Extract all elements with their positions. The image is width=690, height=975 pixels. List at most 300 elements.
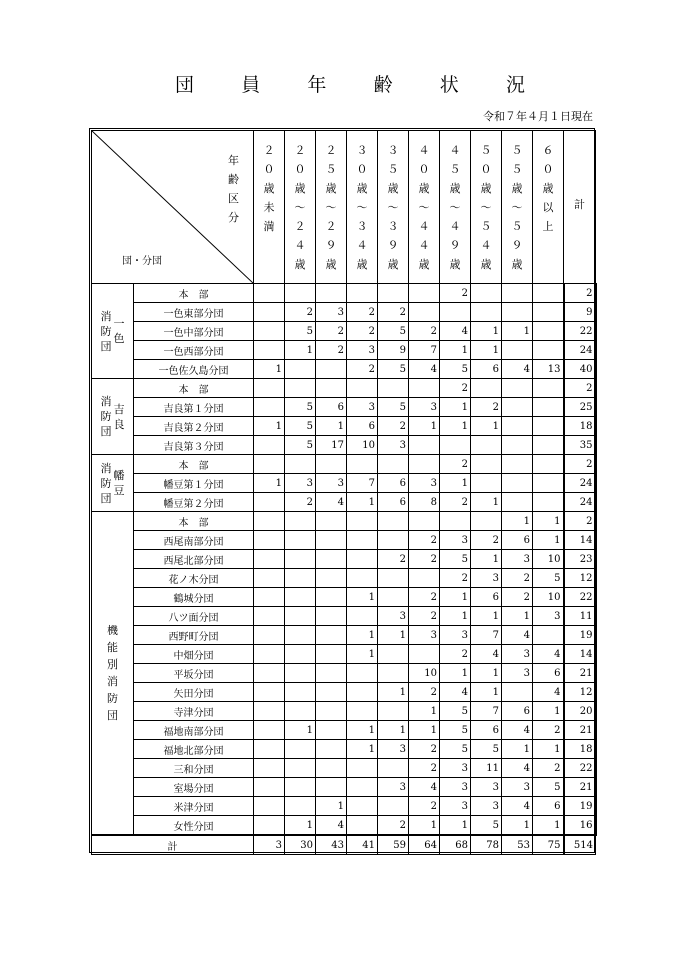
count-cell: 1 (533, 512, 564, 531)
count-cell (316, 455, 347, 474)
title-char: 状 (439, 74, 459, 96)
age-column-header (533, 131, 564, 284)
count-cell: 5 (533, 778, 564, 797)
unit-name-cell: 三和分団 (134, 759, 254, 778)
count-cell (409, 303, 440, 322)
count-cell: 1 (533, 531, 564, 550)
unit-name-cell: 福地南部分団 (134, 721, 254, 740)
count-cell: 1 (254, 360, 285, 379)
count-cell (254, 284, 285, 303)
age-column-char: ～ (449, 201, 461, 214)
count-cell (409, 436, 440, 455)
count-cell: 1 (440, 664, 471, 683)
count-cell (347, 512, 378, 531)
count-cell (378, 797, 409, 816)
count-cell (502, 683, 533, 702)
count-cell: 2 (533, 759, 564, 778)
unit-name-cell: 矢田分団 (134, 683, 254, 702)
age-column-char: ２ (294, 220, 306, 233)
count-cell (316, 588, 347, 607)
count-cell (254, 721, 285, 740)
count-cell (533, 303, 564, 322)
count-cell (254, 778, 285, 797)
count-cell (409, 645, 440, 664)
count-cell (285, 360, 316, 379)
age-column-char: 歳 (294, 258, 306, 271)
group-label-char: 良 (113, 417, 125, 431)
count-cell: 4 (409, 778, 440, 797)
age-column-char: 歳 (449, 258, 461, 271)
unit-name-cell: 本 部 (134, 379, 254, 398)
count-cell (285, 683, 316, 702)
age-column-label (471, 131, 501, 274)
count-cell: 2 (409, 740, 440, 759)
count-cell: 1 (254, 417, 285, 436)
count-cell: 1 (285, 341, 316, 360)
count-cell (471, 436, 502, 455)
age-column-char: ０ (418, 163, 430, 176)
row-total-cell: 18 (564, 740, 596, 759)
unit-name-cell: 鶴城分団 (134, 588, 254, 607)
count-cell (254, 569, 285, 588)
unit-name-cell: 寺津分団 (134, 702, 254, 721)
count-cell (254, 816, 285, 836)
age-column-char: ３ (356, 144, 368, 157)
title-char: 況 (505, 74, 525, 96)
group-label-char: 団 (107, 709, 118, 722)
header-row (92, 131, 596, 284)
table-row (92, 740, 596, 759)
row-total-cell: 20 (564, 702, 596, 721)
age-column-header (502, 131, 533, 284)
count-cell: 1 (378, 683, 409, 702)
age-column-label (254, 131, 284, 236)
count-cell: 2 (440, 645, 471, 664)
count-cell (533, 455, 564, 474)
age-column-char: 満 (263, 220, 275, 233)
count-cell (471, 512, 502, 531)
count-cell: 5 (440, 360, 471, 379)
age-column-char: 歳 (511, 258, 523, 271)
count-cell: 3 (502, 778, 533, 797)
count-cell: 17 (316, 436, 347, 455)
count-cell (533, 341, 564, 360)
corner-age-char: 年 (228, 154, 239, 167)
row-total-cell: 21 (564, 721, 596, 740)
age-column-label (533, 131, 563, 236)
column-total-cell: 30 (285, 835, 316, 855)
count-cell: 3 (409, 474, 440, 493)
group-label-char: 吉 (113, 402, 125, 416)
table-row (92, 702, 596, 721)
age-column-char: ４ (294, 239, 306, 252)
count-cell: 1 (502, 322, 533, 341)
row-total-cell: 23 (564, 550, 596, 569)
row-total-cell: 22 (564, 759, 596, 778)
count-cell: 3 (378, 778, 409, 797)
age-column-char: ０ (356, 163, 368, 176)
group-label-left (101, 394, 112, 439)
total-column-label (564, 131, 595, 214)
age-column-char: ５ (511, 163, 523, 176)
age-column-char: ４ (449, 220, 461, 233)
row-total-cell: 22 (564, 322, 596, 341)
count-cell: 3 (533, 607, 564, 626)
count-cell: 1 (471, 550, 502, 569)
count-cell (533, 417, 564, 436)
age-column-char: ４ (418, 220, 430, 233)
count-cell (285, 455, 316, 474)
age-column-char: ～ (511, 201, 523, 214)
count-cell: 3 (471, 569, 502, 588)
group-label-char: 消 (100, 461, 112, 475)
count-cell (316, 360, 347, 379)
unit-name-cell: 幡豆第１分団 (134, 474, 254, 493)
count-cell: 6 (533, 797, 564, 816)
count-cell: 2 (285, 493, 316, 512)
count-cell: 2 (409, 759, 440, 778)
count-cell: 2 (502, 569, 533, 588)
age-column-label (316, 131, 346, 274)
table-row (92, 436, 596, 455)
group-label-char: 防 (100, 324, 112, 338)
group-label-text (92, 622, 133, 724)
count-cell (471, 379, 502, 398)
corner-age-char: 区 (228, 192, 239, 205)
count-cell: 5 (440, 721, 471, 740)
column-total-cell: 41 (347, 835, 378, 855)
group-label-char: 色 (113, 332, 125, 345)
count-cell: 3 (471, 778, 502, 797)
table-row (92, 303, 596, 322)
count-cell: 3 (440, 531, 471, 550)
age-column-char: ９ (511, 239, 523, 252)
column-total-cell: 59 (378, 835, 409, 855)
count-cell (285, 778, 316, 797)
count-cell (378, 379, 409, 398)
count-cell (347, 607, 378, 626)
group-label (92, 512, 134, 836)
count-cell: 3 (502, 664, 533, 683)
age-column-header (440, 131, 471, 284)
group-label-char: 豆 (113, 484, 125, 497)
age-column-char: 歳 (480, 258, 492, 271)
row-total-cell: 14 (564, 645, 596, 664)
count-cell: 2 (378, 550, 409, 569)
count-cell (254, 588, 285, 607)
count-cell (409, 455, 440, 474)
count-cell: 9 (378, 341, 409, 360)
age-column-char: ４ (480, 239, 492, 252)
age-column-char: ９ (449, 239, 461, 252)
count-cell: 2 (347, 360, 378, 379)
table-row (92, 550, 596, 569)
count-cell (533, 626, 564, 645)
unit-name-cell: 本 部 (134, 512, 254, 531)
count-cell: 6 (347, 417, 378, 436)
group-label-char: 消 (107, 675, 118, 688)
count-cell: 1 (378, 721, 409, 740)
count-cell: 2 (440, 493, 471, 512)
count-cell: 4 (471, 645, 502, 664)
count-cell: 5 (471, 740, 502, 759)
count-cell (285, 664, 316, 683)
column-total-cell: 3 (254, 835, 285, 855)
row-total-cell: 11 (564, 607, 596, 626)
count-cell: 10 (533, 588, 564, 607)
count-cell: 1 (502, 512, 533, 531)
count-cell: 1 (440, 588, 471, 607)
count-cell: 2 (440, 379, 471, 398)
count-cell: 1 (471, 417, 502, 436)
unit-name-cell: 一色西部分団 (134, 341, 254, 360)
unit-name-cell: 平坂分団 (134, 664, 254, 683)
unit-name-cell: 吉良第３分団 (134, 436, 254, 455)
count-cell (347, 778, 378, 797)
count-cell: 2 (409, 531, 440, 550)
unit-name-cell: 福地北部分団 (134, 740, 254, 759)
count-cell (347, 284, 378, 303)
count-cell (347, 702, 378, 721)
table-row (92, 417, 596, 436)
count-cell: 1 (471, 683, 502, 702)
age-column-char: ２ (325, 220, 337, 233)
count-cell: 3 (440, 626, 471, 645)
count-cell: 6 (378, 474, 409, 493)
unit-name-cell: 本 部 (134, 284, 254, 303)
count-cell (316, 569, 347, 588)
age-column-char: ５ (480, 144, 492, 157)
count-cell (254, 455, 285, 474)
count-cell (347, 569, 378, 588)
count-cell (316, 550, 347, 569)
count-cell (533, 493, 564, 512)
group-label-text (92, 394, 133, 439)
count-cell (285, 645, 316, 664)
count-cell: 4 (502, 360, 533, 379)
unit-name-cell: 吉良第２分団 (134, 417, 254, 436)
table-row (92, 398, 596, 417)
unit-name-cell: 西尾南部分団 (134, 531, 254, 550)
corner-header (92, 131, 254, 284)
count-cell: 1 (471, 607, 502, 626)
unit-name-cell: 米津分団 (134, 797, 254, 816)
count-cell (533, 284, 564, 303)
count-cell (254, 436, 285, 455)
table-row (92, 759, 596, 778)
count-cell: 4 (502, 626, 533, 645)
age-column-char: ０ (480, 163, 492, 176)
row-total-cell: 18 (564, 417, 596, 436)
count-cell: 1 (409, 816, 440, 836)
count-cell: 1 (347, 740, 378, 759)
unit-name-cell: 本 部 (134, 455, 254, 474)
count-cell (378, 512, 409, 531)
unit-name-cell: 一色中部分団 (134, 322, 254, 341)
age-column-label (502, 131, 532, 274)
count-cell: 4 (440, 683, 471, 702)
count-cell: 6 (471, 360, 502, 379)
age-column-char: ～ (325, 201, 337, 214)
count-cell: 10 (533, 550, 564, 569)
count-cell: 4 (502, 721, 533, 740)
group-label (92, 455, 134, 512)
count-cell (471, 455, 502, 474)
count-cell: 2 (409, 607, 440, 626)
unit-name-cell: 女性分団 (134, 816, 254, 836)
group-label-char: 防 (100, 410, 112, 423)
count-cell: 3 (409, 626, 440, 645)
count-cell: 5 (285, 417, 316, 436)
count-cell: 3 (316, 474, 347, 493)
count-cell: 13 (533, 360, 564, 379)
count-cell (502, 455, 533, 474)
row-total-cell: 19 (564, 797, 596, 816)
count-cell: 1 (316, 417, 347, 436)
age-column-char: ５ (449, 163, 461, 176)
count-cell: 6 (316, 398, 347, 417)
count-cell (316, 512, 347, 531)
count-cell: 3 (378, 740, 409, 759)
count-cell: 11 (471, 759, 502, 778)
count-cell (502, 493, 533, 512)
count-cell: 2 (440, 569, 471, 588)
count-cell (502, 284, 533, 303)
count-cell: 2 (471, 398, 502, 417)
count-cell (316, 664, 347, 683)
count-cell: 1 (502, 740, 533, 759)
column-total-cell: 75 (533, 835, 564, 855)
row-total-cell: 12 (564, 569, 596, 588)
count-cell (285, 531, 316, 550)
grand-total-label: 計 (92, 835, 254, 855)
group-label-char: 幡 (113, 469, 125, 482)
row-total-cell: 12 (564, 683, 596, 702)
count-cell: 2 (440, 455, 471, 474)
row-total-cell: 21 (564, 664, 596, 683)
unit-name-cell: 八ツ面分団 (134, 607, 254, 626)
count-cell (502, 341, 533, 360)
grand-total-cell: 514 (564, 835, 596, 855)
count-cell: 2 (378, 417, 409, 436)
count-cell: 1 (440, 341, 471, 360)
count-cell (285, 588, 316, 607)
count-cell (254, 645, 285, 664)
count-cell (316, 284, 347, 303)
table-row (92, 721, 596, 740)
count-cell (347, 550, 378, 569)
count-cell: 2 (378, 303, 409, 322)
count-cell (471, 474, 502, 493)
age-column-char: ～ (356, 201, 368, 214)
count-cell: 4 (533, 683, 564, 702)
group-label-text (92, 461, 133, 506)
count-cell (285, 740, 316, 759)
count-cell (254, 607, 285, 626)
age-column-label (378, 131, 408, 274)
group-label-char: 防 (107, 692, 118, 705)
count-cell: 2 (409, 588, 440, 607)
page-title (175, 70, 525, 100)
age-column-char: 歳 (356, 182, 368, 195)
count-cell: 2 (347, 322, 378, 341)
age-column-char: 歳 (325, 182, 337, 195)
unit-name-cell: 西尾北部分団 (134, 550, 254, 569)
age-table-wrap (91, 130, 595, 853)
column-total-cell: 53 (502, 835, 533, 855)
count-cell (316, 531, 347, 550)
count-cell: 1 (316, 797, 347, 816)
count-cell (533, 436, 564, 455)
count-cell (285, 607, 316, 626)
count-cell: 1 (533, 702, 564, 721)
column-total-cell: 64 (409, 835, 440, 855)
group-label-left (101, 309, 112, 354)
group-label-char: 防 (100, 476, 112, 490)
count-cell (316, 721, 347, 740)
age-column-char: ２ (263, 144, 275, 157)
count-cell (285, 702, 316, 721)
count-cell (347, 797, 378, 816)
group-label-char: 消 (100, 309, 112, 323)
count-cell: 1 (440, 398, 471, 417)
unit-name-cell: 中畑分団 (134, 645, 254, 664)
age-column-header (378, 131, 409, 284)
age-column-char: ～ (418, 201, 430, 214)
count-cell: 1 (347, 721, 378, 740)
count-cell: 3 (347, 398, 378, 417)
count-cell: 1 (502, 607, 533, 626)
group-label-char: 能 (107, 641, 118, 654)
age-column-header (347, 131, 378, 284)
group-label-left (101, 461, 112, 506)
column-total-cell: 43 (316, 835, 347, 855)
age-column-char: ４ (356, 239, 368, 252)
age-column-char: 未 (263, 201, 275, 214)
count-cell: 5 (378, 398, 409, 417)
group-label-right (114, 468, 125, 498)
age-column-char: 歳 (294, 182, 306, 195)
age-column-char: ６ (542, 144, 554, 157)
count-cell (347, 531, 378, 550)
count-cell: 5 (440, 550, 471, 569)
count-cell (254, 626, 285, 645)
unit-name-cell: 花ノ木分団 (134, 569, 254, 588)
count-cell (285, 569, 316, 588)
table-row (92, 379, 596, 398)
group-label (92, 284, 134, 379)
count-cell: 3 (285, 474, 316, 493)
count-cell (254, 531, 285, 550)
count-cell: 7 (409, 341, 440, 360)
table-row (92, 607, 596, 626)
count-cell (440, 303, 471, 322)
count-cell: 1 (533, 740, 564, 759)
age-column-char: ４ (418, 144, 430, 157)
count-cell: 1 (254, 474, 285, 493)
count-cell: 2 (409, 683, 440, 702)
count-cell: 5 (378, 360, 409, 379)
count-cell: 3 (316, 303, 347, 322)
count-cell (378, 569, 409, 588)
count-cell: 6 (502, 702, 533, 721)
age-column-char: 歳 (480, 182, 492, 195)
count-cell (409, 284, 440, 303)
count-cell: 2 (409, 322, 440, 341)
count-cell: 7 (471, 626, 502, 645)
count-cell: 2 (409, 797, 440, 816)
count-cell: 1 (440, 816, 471, 836)
